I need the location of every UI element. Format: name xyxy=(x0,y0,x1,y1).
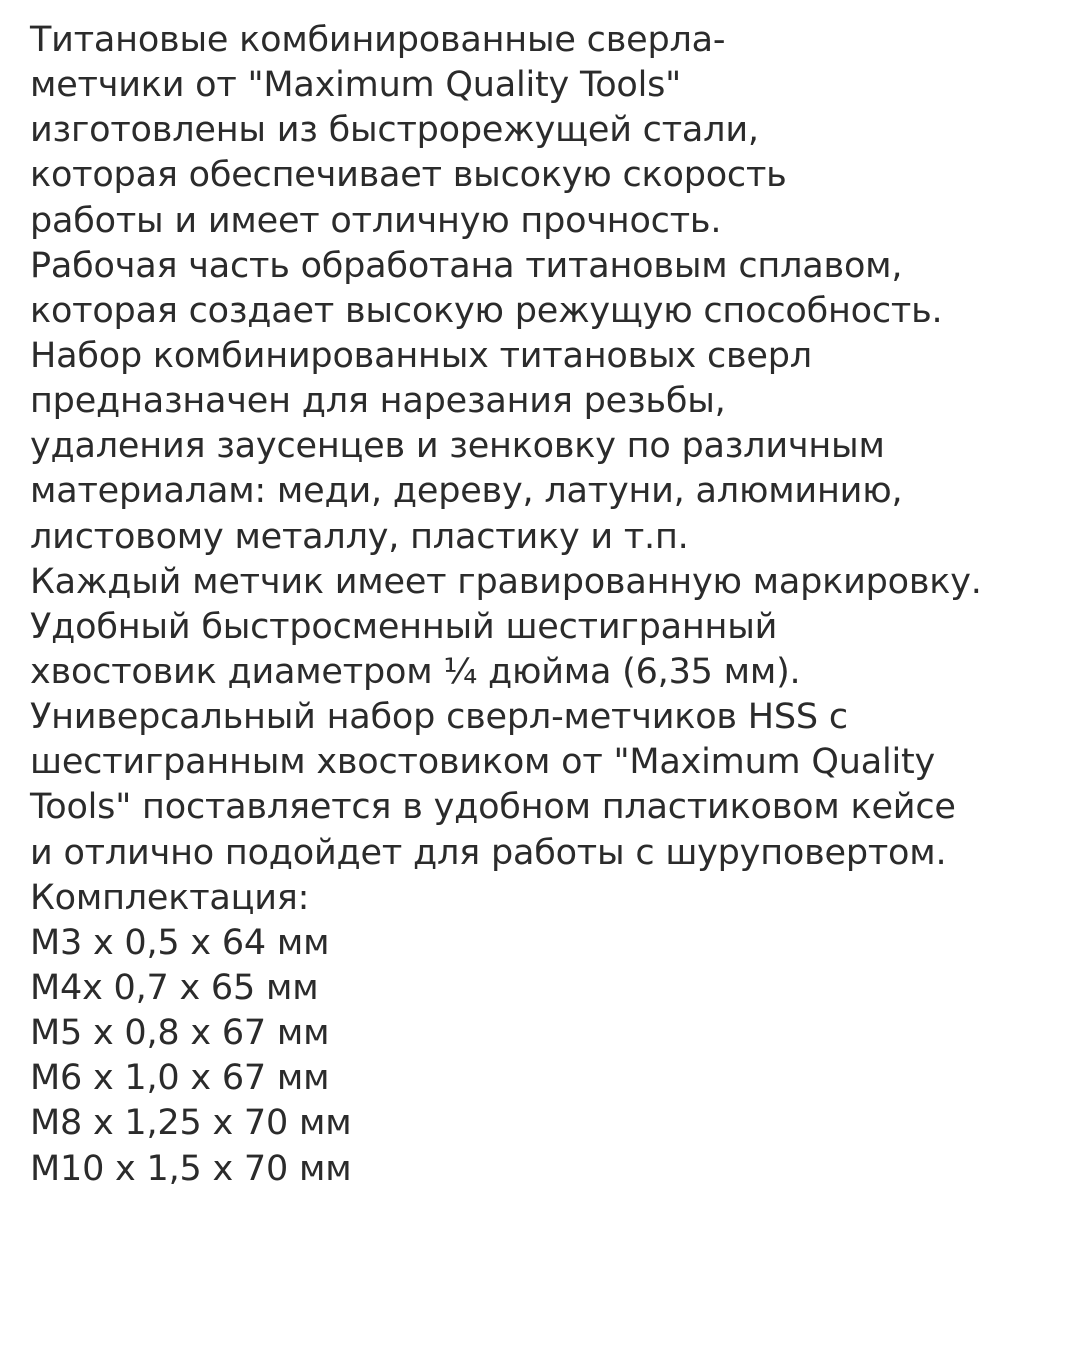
list-item: M3 x 0,5 x 64 мм xyxy=(30,922,330,963)
description-paragraph-6: Универсальный набор сверл-метчиков HSS с шестигранным хвостовиком от "Maximum Quality Tools" поставляется в удобном пластиковом кейсе и отлично подойдет для работы с шуруповертом. xyxy=(30,697,956,873)
description-paragraph-1: Титановые комбинированные сверла-метчики от "Maximum Quality Tools" изготовлены из быстрорежущей стали, которая обеспечивает высокую скорость работы и имеет отличную прочность. xyxy=(30,20,787,241)
description-paragraph-5: Удобный быстросменный шестигранный хвостовик диаметром ¼ дюйма (6,35 мм). xyxy=(30,606,801,692)
list-item: M5 x 0,8 x 67 мм xyxy=(30,1013,330,1054)
specification-heading: Комплектация: xyxy=(30,877,310,918)
description-paragraph-3: Набор комбинированных титановых сверл предназначен для нарезания резьбы, удаления заусенцев и зенковку по различным материалам: меди, дереву, латуни, алюминию, листовому металлу, пластику и т.п. xyxy=(30,335,903,557)
list-item: M10 x 1,5 x 70 мм xyxy=(30,1148,352,1189)
list-item: M6 x 1,0 x 67 мм xyxy=(30,1058,330,1099)
list-item: M4x 0,7 x 65 мм xyxy=(30,967,319,1008)
description-body xyxy=(30,18,1049,1192)
description-paragraph-4: Каждый метчик имеет гравированную маркировку. xyxy=(30,561,982,602)
specification-list xyxy=(30,921,1049,1192)
list-item: M8 x 1,25 x 70 мм xyxy=(30,1103,352,1144)
description-paragraph-2: Рабочая часть обработана титановым сплавом, которая создает высокую режущую способность. xyxy=(30,245,943,331)
